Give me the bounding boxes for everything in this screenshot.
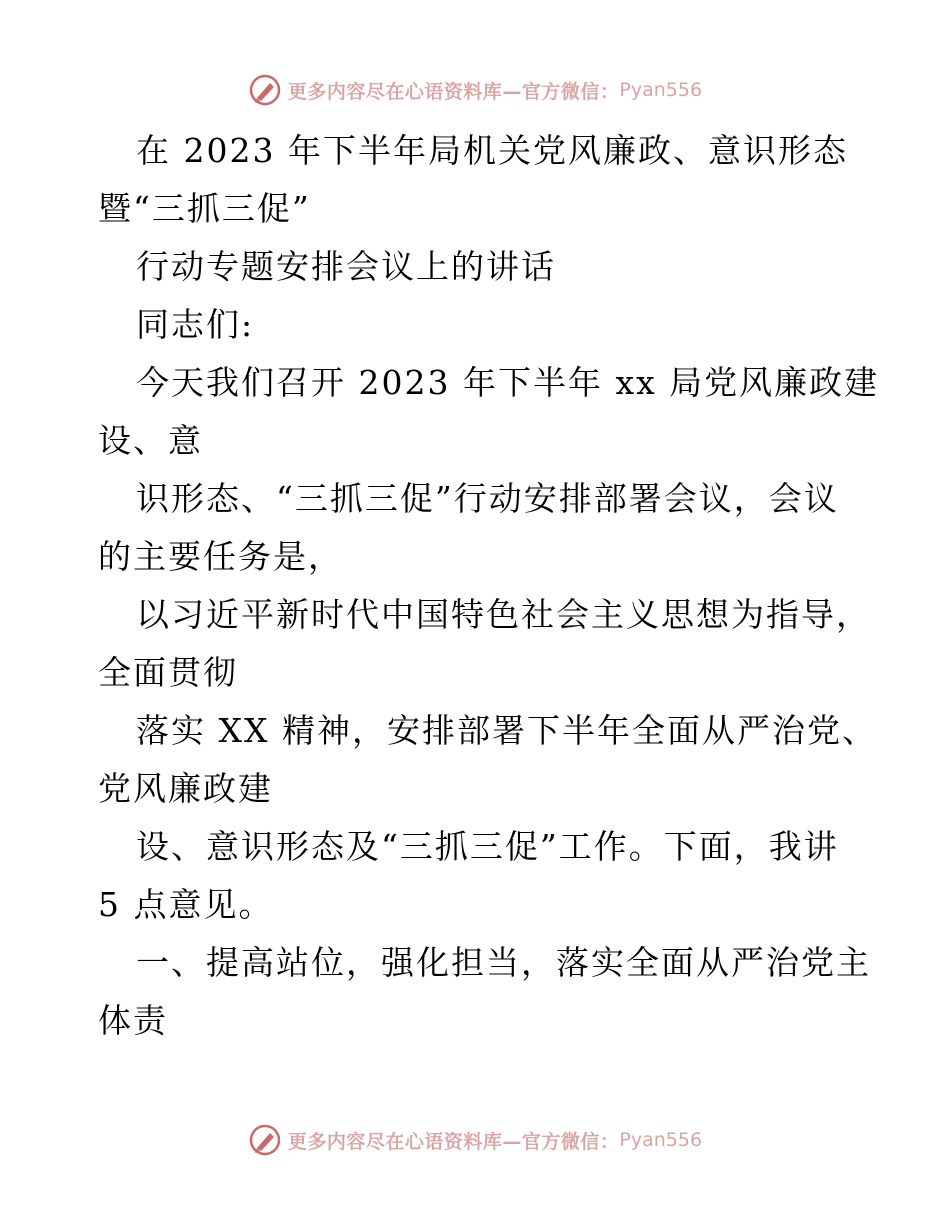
doc-line: 党风廉政建 <box>98 769 273 808</box>
footer-watermark <box>0 1120 950 1160</box>
doc-line: 的主要任务是， <box>98 537 343 576</box>
pen-logo-icon <box>248 1123 282 1157</box>
pen-logo-icon <box>248 73 282 107</box>
doc-line: 设、意 <box>98 421 203 460</box>
doc-line: 设、意识形态及“三抓三促”工作。下面，我讲 <box>136 827 839 866</box>
header-watermark <box>0 70 950 110</box>
doc-line: 在 2023 年下半年局机关党风廉政、意识形态 <box>136 131 848 170</box>
document-body <box>98 122 880 1050</box>
watermark-text: 更多内容尽在心语资料库—官方微信： <box>287 80 620 103</box>
doc-line: 体责 <box>98 1001 168 1040</box>
doc-line: 以习近平新时代中国特色社会主义思想为指导， <box>136 595 871 634</box>
watermark-account: Pyan556 <box>619 79 703 101</box>
doc-line: 同志们: <box>136 305 255 344</box>
doc-line: 一、提高站位，强化担当，落实全面从严治党主 <box>136 943 871 982</box>
doc-line: 5 点意见。 <box>98 885 274 924</box>
doc-line: 落实 XX 精神，安排部署下半年全面从严治党、 <box>136 711 877 750</box>
doc-line: 暨“三抓三促” <box>98 189 311 228</box>
doc-line: 识形态、“三抓三促”行动安排部署会议，会议 <box>136 479 839 518</box>
watermark-text: 更多内容尽在心语资料库—官方微信： <box>287 1130 620 1153</box>
doc-line: 今天我们召开 2023 年下半年 xx 局党风廉政建 <box>136 363 880 402</box>
doc-line: 全面贯彻 <box>98 653 238 692</box>
doc-line: 行动专题安排会议上的讲话 <box>136 247 556 286</box>
watermark-account: Pyan556 <box>619 1129 703 1151</box>
